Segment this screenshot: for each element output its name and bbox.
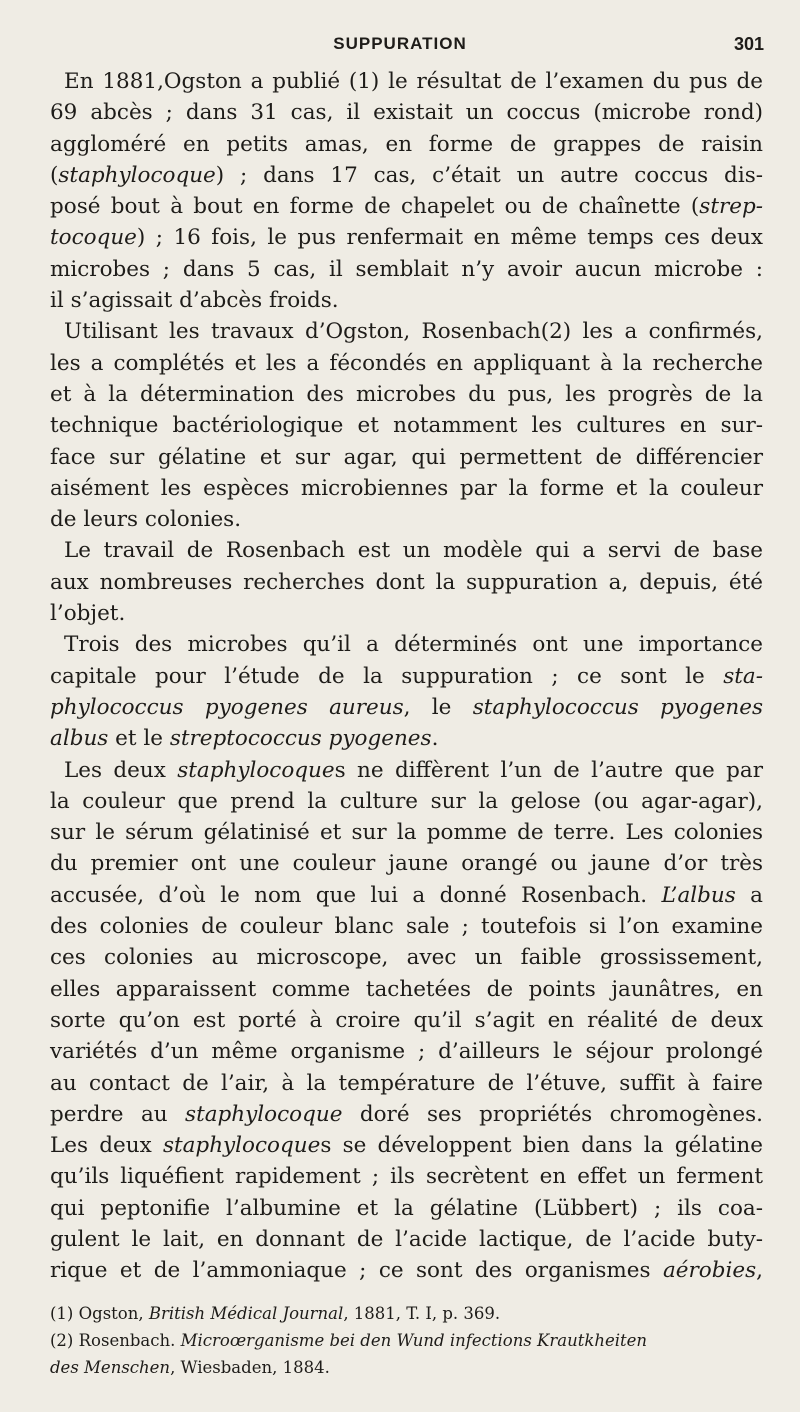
- text-line: la couleur que prend la culture sur la gelose (ou agar-agar),: [50, 788, 763, 814]
- text-line: du premier ont une couleur jaune orangé ou jaune d’or très: [50, 851, 763, 877]
- text-line: capitale pour l’étude de la suppuration ; ce sont le sta-: [50, 663, 763, 689]
- body-text: [50, 66, 763, 1287]
- text-line: gulent le lait, en donnant de l’acide lactique, de l’acide buty-: [50, 1226, 763, 1252]
- text-line: 69 abcès ; dans 31 cas, il existait un coccus (microbe rond): [50, 100, 763, 126]
- text-line: tocoque) ; 16 fois, le pus renfermait en même temps ces deux: [50, 225, 763, 251]
- text-line: technique bactériologique et notamment les cultures en sur-: [50, 413, 763, 439]
- text-line: perdre au staphylocoque doré ses propriétés chromogènes.: [50, 1101, 763, 1127]
- text-line: Le travail de Rosenbach est un modèle qui a servi de base: [64, 538, 763, 564]
- text-line: posé bout à bout en forme de chapelet ou de chaînette (strep-: [50, 194, 763, 220]
- text-line: Les deux staphylocoques ne diffèrent l’un de l’autre que par: [64, 757, 764, 783]
- running-title: SUPPURATION: [333, 34, 467, 53]
- text-line: phylococcus pyogenes aureus, le staphylococcus pyogenes: [50, 694, 764, 720]
- page-number: 301: [733, 34, 764, 54]
- text-line: Trois des microbes qu’il a déterminés ont une importance: [64, 632, 763, 658]
- text-line: les a complétés et les a fécondés en appliquant à la recherche: [50, 350, 763, 376]
- footnote-2-continued: des Menschen, Wiesbaden, 1884.: [50, 1358, 330, 1377]
- text-line: Utilisant les travaux d’Ogston, Rosenbach(2) les a confirmés,: [64, 319, 763, 345]
- text-line: aux nombreuses recherches dont la suppuration a, depuis, été: [50, 569, 763, 595]
- text-line: aisément les espèces microbiennes par la forme et la couleur: [50, 475, 763, 501]
- text-line: accusée, d’où le nom que lui a donné Rosenbach. L’albus a: [50, 882, 764, 908]
- text-line: microbes ; dans 5 cas, il semblait n’y avoir aucun microbe :: [50, 256, 763, 282]
- text-line: des colonies de couleur blanc sale ; toutefois si l’on examine: [50, 914, 763, 940]
- page-header: [0, 34, 800, 58]
- text-line: Les deux staphylocoques se développent bien dans la gélatine: [50, 1133, 763, 1159]
- text-line: de leurs colonies.: [50, 507, 242, 533]
- text-line: face sur gélatine et sur agar, qui permettent de différencier: [50, 444, 763, 470]
- text-line: sur le sérum gélatinisé et sur la pomme de terre. Les colonies: [50, 820, 763, 846]
- text-line: sorte qu’on est porté à croire qu’il s’agit en réalité de deux: [50, 1007, 763, 1033]
- text-line: rique et de l’ammoniaque ; ce sont des organismes aérobies,: [50, 1258, 763, 1284]
- text-line: et à la détermination des microbes du pus, les progrès de la: [50, 381, 763, 407]
- text-line: ces colonies au microscope, avec un faible grossissement,: [50, 945, 763, 971]
- text-line: au contact de l’air, à la température de l’étuve, suffit à faire: [50, 1070, 763, 1096]
- text-line: (staphylocoque) ; dans 17 cas, c’était un autre coccus dis-: [50, 162, 763, 188]
- text-line: aggloméré en petits amas, en forme de grappes de raisin: [50, 131, 763, 157]
- footnote-1: (1) Ogston, British Médical Journal, 1881, T. I, p. 369.: [50, 1304, 501, 1323]
- text-line: il s’agissait d’abcès froids.: [50, 288, 339, 314]
- footnotes: [50, 1300, 763, 1381]
- text-line: albus et le streptococcus pyogenes.: [50, 726, 439, 752]
- text-line: En 1881,Ogston a publié (1) le résultat de l’examen du pus de: [64, 69, 763, 94]
- text-line: qui peptonifie l’albumine et la gélatine (Lübbert) ; ils coa-: [50, 1195, 763, 1221]
- text-line: variétés d’un même organisme ; d’ailleurs le séjour prolongé: [50, 1039, 763, 1065]
- text-line: qu’ils liquéfient rapidement ; ils secrètent en effet un ferment: [50, 1164, 763, 1190]
- text-line: l’objet.: [50, 601, 126, 627]
- footnote-2: (2) Rosenbach. Microœrganisme bei den Wund infections Krautkheiten: [50, 1331, 648, 1350]
- text-line: elles apparaissent comme tachetées de points jaunâtres, en: [50, 976, 763, 1002]
